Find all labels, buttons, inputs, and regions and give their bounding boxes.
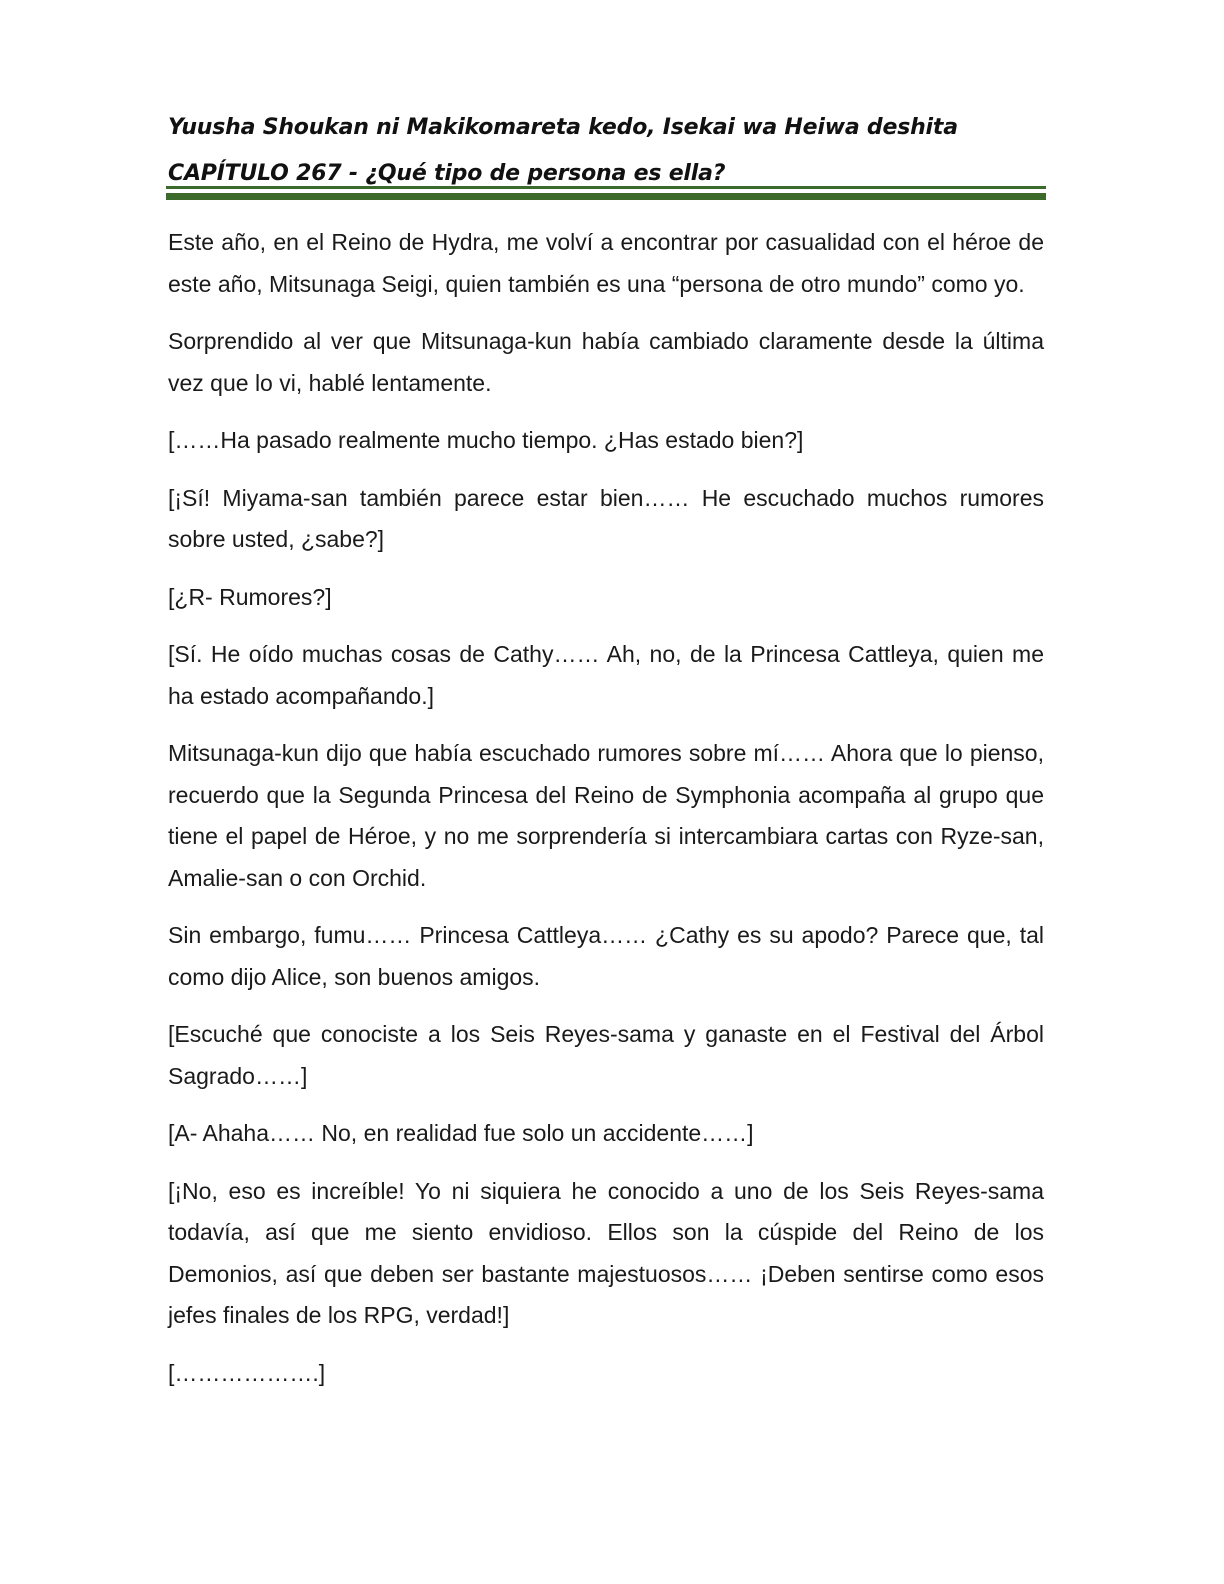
header-divider-thin-line — [166, 186, 1046, 189]
paragraph: [Sí. He oído muchas cosas de Cathy…… Ah, no, de la Princesa Cattleya, quien me ha estado acompañando.] — [168, 641, 1044, 709]
paragraph: [A- Ahaha…… No, en realidad fue solo un accidente……] — [168, 1120, 754, 1146]
chapter-title: CAPÍTULO 267 - ¿Qué tipo de persona es ella? — [168, 161, 726, 186]
document-body — [168, 222, 1044, 1410]
paragraph: [……………….] — [168, 1359, 326, 1386]
paragraph: Este año, en el Reino de Hydra, me volví a encontrar por casualidad con el héroe de este año, Mitsunaga Seigi, quien también es una “persona de otro mundo” como yo. — [168, 229, 1044, 297]
paragraph: [¡Sí! Miyama-san también parece estar bien…… He escuchado muchos rumores sobre usted, ¿sabe?] — [168, 484, 1044, 552]
header-divider — [166, 186, 1046, 203]
paragraph: [¡No, eso es increíble! Yo ni siquiera he conocido a uno de los Seis Reyes-sama todavía, así que me siento envidioso. Ellos son la cúspide del Reino de los Demonios, así que deben ser bastante majestuosos…… ¡Deben sentirse como esos jefes finales de los RPG, verdad!] — [168, 1177, 1044, 1328]
document-header — [168, 108, 1048, 194]
paragraph: Sorprendido al ver que Mitsunaga-kun había cambiado claramente desde la última vez que lo vi, hablé lentamente. — [168, 328, 1044, 396]
paragraph: [Escuché que conociste a los Seis Reyes-sama y ganaste en el Festival del Árbol Sagrado……] — [168, 1021, 1044, 1089]
paragraph: [¿R- Rumores?] — [168, 583, 332, 610]
header-divider-thick-line — [166, 193, 1046, 200]
paragraph: Sin embargo, fumu…… Princesa Cattleya…… ¿Cathy es su apodo? Parece que, tal como dijo Alice, son buenos amigos. — [168, 922, 1044, 990]
paragraph: [……Ha pasado realmente mucho tiempo. ¿Has estado bien?] — [168, 427, 804, 453]
series-title: Yuusha Shoukan ni Makikomareta kedo, Isekai wa Heiwa deshita — [168, 115, 958, 140]
paragraph: Mitsunaga-kun dijo que había escuchado rumores sobre mí…… Ahora que lo pienso, recuerdo que la Segunda Princesa del Reino de Symphonia acompaña al grupo que tiene el papel de Héroe, y no me sorprendería si intercambiara cartas con Ryze-san, Amalie-san o con Orchid. — [168, 740, 1044, 891]
